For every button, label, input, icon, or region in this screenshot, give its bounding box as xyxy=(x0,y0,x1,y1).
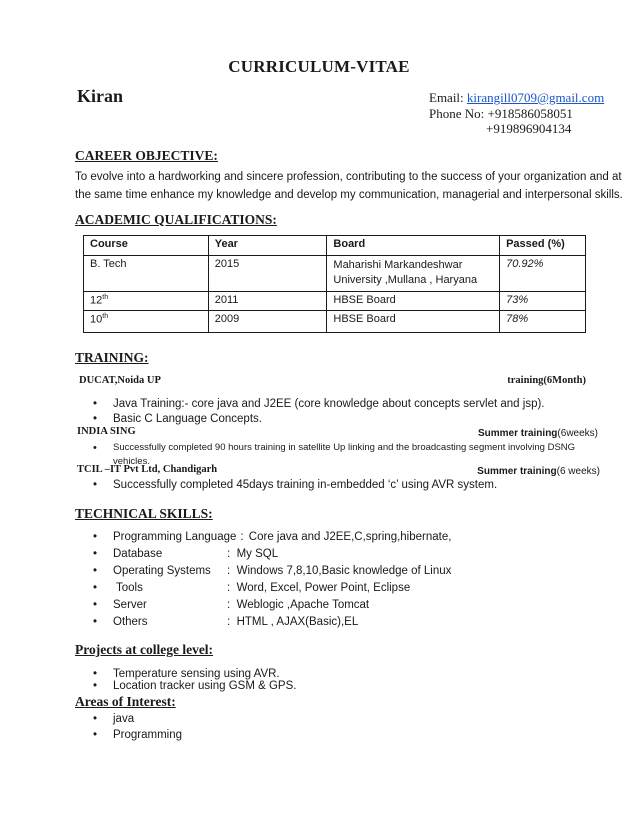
skill-value: : HTML , AJAX(Basic),EL xyxy=(227,616,359,628)
list-item xyxy=(113,599,147,611)
skill-label: Server xyxy=(113,599,147,611)
career-objective-heading: CAREER OBJECTIVE: xyxy=(75,148,218,163)
list-item: • Successfully completed 45days training in-embedded ‘c’ using AVR system. xyxy=(113,479,497,491)
skill-value: : Word, Excel, Power Point, Eclipse xyxy=(227,582,411,594)
tcil-duration: Summer training(6 weeks) xyxy=(477,466,600,477)
document-title: CURRICULUM-VITAE xyxy=(228,57,410,76)
year-cell: 2015 xyxy=(208,256,327,292)
projects-heading: Projects at college level: xyxy=(75,642,214,657)
india-sing-organization: INDIA SING xyxy=(77,426,136,437)
india-sing-duration: Summer training(6weeks) xyxy=(477,428,598,439)
year-cell: 2009 xyxy=(208,310,327,332)
candidate-name: Kiran xyxy=(77,86,124,106)
list-item-continuation: vehicles. xyxy=(113,456,150,467)
percentage-cell: 73% xyxy=(500,292,586,311)
phone-number-1: +918586058051 xyxy=(487,106,573,121)
board-cell: HBSE Board xyxy=(327,310,500,332)
skill-value: : Weblogic ,Apache Tomcat xyxy=(227,599,370,611)
skill-value: : My SQL xyxy=(227,548,279,560)
technical-skills-heading: TECHNICAL SKILLS: xyxy=(75,506,213,521)
skill-label: Database xyxy=(113,548,163,560)
list-item: • Temperature sensing using AVR. xyxy=(113,668,280,680)
list-item xyxy=(113,582,143,594)
list-item: • Programming xyxy=(113,729,182,741)
list-item: • Java Training:- core java and J2EE (core knowledge about concepts servlet and jsp). xyxy=(113,398,545,410)
percentage-cell: 78% xyxy=(500,310,586,332)
qualifications-table xyxy=(83,235,586,333)
email-label: Email: xyxy=(429,90,464,105)
list-item: • java xyxy=(113,713,134,725)
course-cell: 10th xyxy=(84,310,209,332)
list-item xyxy=(113,616,148,628)
skill-value: : Windows 7,8,10,Basic knowledge of Linux xyxy=(227,565,452,577)
ducat-duration: training(6Month) xyxy=(507,375,586,386)
column-header-passed: Passed (%) xyxy=(500,236,586,256)
column-header-year: Year xyxy=(208,236,327,256)
table-row xyxy=(84,310,586,332)
email-link[interactable]: kirangill0709@gmail.com xyxy=(466,90,605,105)
list-item: • Location tracker using GSM & GPS. xyxy=(113,680,296,692)
tcil-organization: TCIL –IT Pvt Ltd, Chandigarh xyxy=(77,464,218,475)
column-header-board: Board xyxy=(327,236,500,256)
list-item: • Programming Language : Core java and J2EE,C,spring,hibernate, xyxy=(113,531,451,543)
course-cell: B. Tech xyxy=(84,256,209,292)
career-objective-line-2: the same time enhance my knowledge and develop my communication, managerial and interpersonal skills. xyxy=(75,189,623,201)
academic-heading: ACADEMIC QUALIFICATIONS: xyxy=(75,212,277,227)
career-objective-line-1: To evolve into a hardworking and sincere profession, contributing to the success of your organization and at xyxy=(75,171,622,183)
list-item: • Successfully completed 90 hours training in satellite Up linking and the broadcasting segment involving DSNG xyxy=(113,442,575,453)
phone-number-2: +919896904134 xyxy=(486,121,572,136)
list-item: • Basic C Language Concepts. xyxy=(113,413,262,425)
percentage-cell: 70.92% xyxy=(500,256,586,292)
column-header-course: Course xyxy=(84,236,209,256)
table-header-row xyxy=(84,236,586,256)
training-heading: TRAINING: xyxy=(75,350,149,365)
phone-label: Phone No: xyxy=(429,106,485,121)
list-item xyxy=(113,548,162,560)
list-item xyxy=(113,565,211,577)
table-row xyxy=(84,292,586,311)
table-row xyxy=(84,256,586,292)
ducat-organization: DUCAT,Noida UP xyxy=(79,375,161,386)
board-cell: Maharishi Markandeshwar University ,Mullana , Haryana xyxy=(327,256,500,292)
interests-heading: Areas of Interest: xyxy=(75,694,176,709)
phone-line xyxy=(429,106,573,122)
skill-label: Others xyxy=(113,616,148,628)
email-line xyxy=(429,90,604,106)
board-cell: HBSE Board xyxy=(327,292,500,311)
skill-label: Programming Language xyxy=(113,531,237,543)
skill-value: Core java and J2EE,C,spring,hibernate, xyxy=(248,531,452,543)
skill-label: Tools xyxy=(113,582,143,594)
skill-label: Operating Systems xyxy=(113,565,211,577)
course-cell: 12th xyxy=(84,292,209,311)
year-cell: 2011 xyxy=(208,292,327,311)
